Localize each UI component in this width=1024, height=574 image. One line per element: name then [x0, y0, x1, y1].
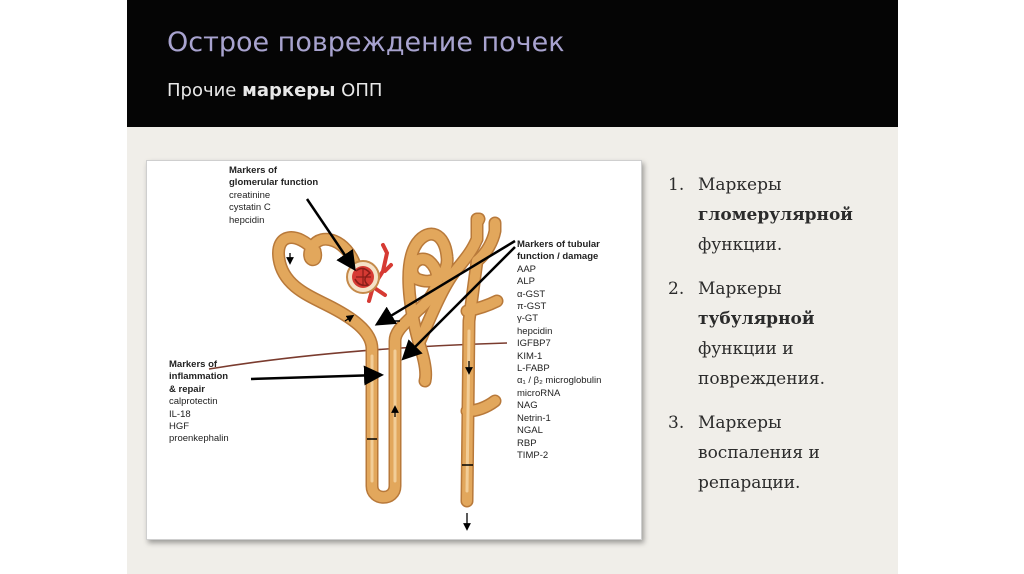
- tubular-marker: TIMP-2: [517, 449, 549, 461]
- list-item-glomerular: [668, 170, 888, 260]
- inflammation-marker: HGF: [169, 421, 190, 433]
- tubular-marker: hepcidin: [517, 325, 553, 337]
- glomerular-heading-line2: glomerular function: [229, 177, 319, 189]
- tubular-marker: π-GST: [517, 301, 547, 313]
- tubular-marker: ALP: [517, 276, 535, 288]
- inflammation-marker: proenkephalin: [169, 433, 229, 445]
- tubular-marker: RBP: [517, 437, 537, 449]
- subtitle-bold: маркеры: [242, 80, 336, 101]
- tubular-marker: microRNA: [517, 387, 561, 399]
- list-line-bold: гломерулярной: [698, 205, 853, 225]
- tubular-heading-line1: Markers of tubular: [517, 239, 600, 250]
- glomerular-marker: cystatin C: [229, 202, 271, 214]
- list-line: Маркеры: [698, 279, 782, 299]
- glomerular-marker-block: [229, 165, 318, 227]
- marker-category-list: [668, 170, 888, 512]
- nephron-figure: [146, 160, 642, 540]
- tubule-body: [279, 219, 497, 501]
- subtitle-suffix: ОПП: [335, 80, 383, 101]
- slide-title: Острое повреждение почек: [167, 27, 565, 58]
- tubular-marker: NGAL: [517, 425, 543, 437]
- inflammation-marker: calprotectin: [169, 396, 218, 408]
- tubular-marker: α₁ / β₂ microglobulin: [517, 375, 602, 387]
- list-line: воспаления и: [698, 443, 820, 463]
- tubular-marker: γ-GT: [517, 313, 539, 325]
- list-line: функции.: [698, 235, 783, 255]
- list-line: Маркеры: [698, 175, 782, 195]
- glomerular-heading-line1: Markers of: [229, 165, 278, 176]
- list-number: 2.: [668, 279, 685, 299]
- list-item-inflammation: [668, 408, 888, 498]
- tubular-marker-block: [517, 239, 601, 462]
- slide-subtitle: [167, 80, 382, 101]
- inflammation-marker: IL-18: [169, 408, 191, 420]
- inflammation-heading-line1: Markers of: [169, 359, 218, 370]
- list-number: 1.: [668, 175, 685, 195]
- tubular-marker: NAG: [517, 400, 538, 412]
- tubular-marker: α-GST: [517, 288, 546, 300]
- glomerular-marker: hepcidin: [229, 214, 265, 226]
- tubular-marker: KIM-1: [517, 350, 543, 362]
- tubular-marker: AAP: [517, 263, 537, 275]
- list-line-bold: тубулярной: [698, 309, 815, 329]
- tubular-heading-line2: function / damage: [517, 251, 599, 263]
- inflammation-marker-block: [169, 359, 229, 446]
- list-line: функции и: [698, 339, 794, 359]
- glomerular-marker: creatinine: [229, 189, 271, 201]
- list-line: репарации.: [698, 473, 801, 493]
- list-line: Маркеры: [698, 413, 782, 433]
- list-number: 3.: [668, 413, 685, 433]
- inflammation-heading-line2: inflammation: [169, 371, 229, 383]
- tubular-marker: Netrin-1: [517, 412, 551, 424]
- inflammation-heading-line3: & repair: [169, 383, 205, 395]
- subtitle-prefix: Прочие: [167, 80, 243, 101]
- list-line: повреждения.: [698, 369, 826, 389]
- tubular-marker: L-FABP: [517, 363, 550, 375]
- slide-header: [127, 0, 898, 127]
- tubular-marker: IGFBP7: [517, 338, 551, 350]
- list-item-tubular: [668, 274, 888, 394]
